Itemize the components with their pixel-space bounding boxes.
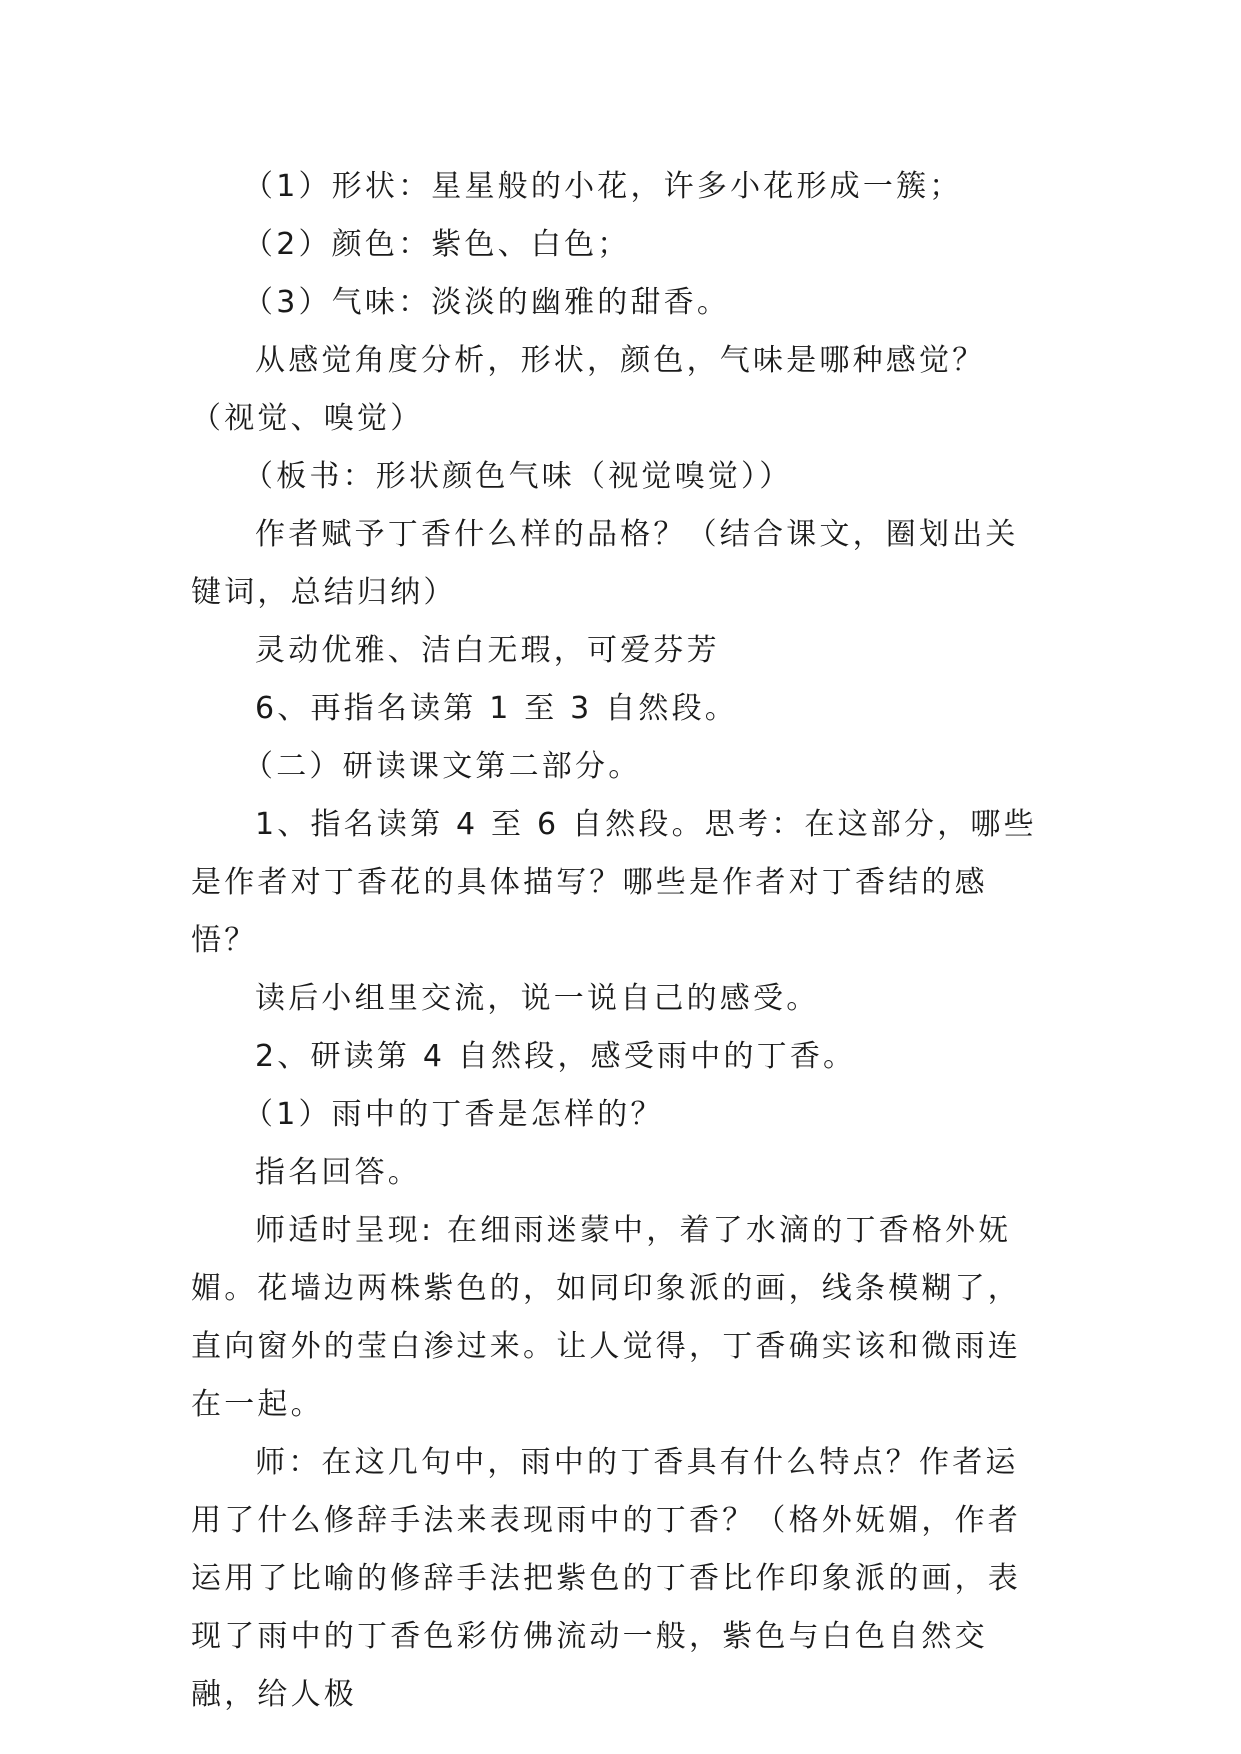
paragraph-smell: （3）气味：淡淡的幽雅的甜香。 [243,285,731,320]
paragraph-teacher-presentation: 师适时呈现: 在细雨迷蒙中，着了水滴的丁香格外妩媚。花墙边两株紫色的，如同印象派的画，线条模糊了，直向窗外的莹白渗过来。让人觉得，丁香确实该和微雨连在一起。 [191,1213,1021,1422]
paragraph-sense-analysis: 从感觉角度分析，形状，颜色，气味是哪种感觉？（视觉、嗅觉） [191,343,986,436]
paragraph-rain-study: 2、研读第 4 自然段，感受雨中的丁香。 [255,1039,857,1074]
section-heading-part-two: （二）研读课文第二部分。 [243,749,642,784]
paragraph-color: （2）颜色：紫色、白色； [243,227,631,262]
paragraph-character-question: 作者赋予丁香什么样的品格？（结合课文，圈划出关键词，总结归纳） [191,517,1019,610]
paragraph-answer-prompt: 指名回答。 [255,1155,421,1190]
paragraph-reading-task: 1、指名读第 4 至 6 自然段。思考：在这部分，哪些是作者对丁香花的具体描写？哪些是作者对丁香结的感悟？ [191,807,1037,958]
paragraph-group-discussion: 读后小组里交流，说一说自己的感受。 [255,981,820,1016]
paragraph-teacher-question: 师：在这几句中，雨中的丁香具有什么特点？作者运用了什么修辞手法来表现雨中的丁香？（格外妩媚，作者运用了比喻的修辞手法把紫色的丁香比作印象派的画，表现了雨中的丁香色彩仿佛流动一般，紫色与白色自然交融，给人极 [191,1445,1021,1712]
document-body [191,158,1051,1724]
paragraph-character-answer: 灵动优雅、洁白无瑕，可爱芬芳 [255,633,720,668]
paragraph-reread-instruction: 6、再指名读第 1 至 3 自然段。 [255,691,739,726]
paragraph-rain-question: （1）雨中的丁香是怎样的？ [243,1097,664,1132]
paragraph-blackboard-note: （板书：形状颜色气味（视觉嗅觉）） [243,459,793,494]
paragraph-shape: （1）形状：星星般的小花，许多小花形成一簇； [243,169,963,204]
